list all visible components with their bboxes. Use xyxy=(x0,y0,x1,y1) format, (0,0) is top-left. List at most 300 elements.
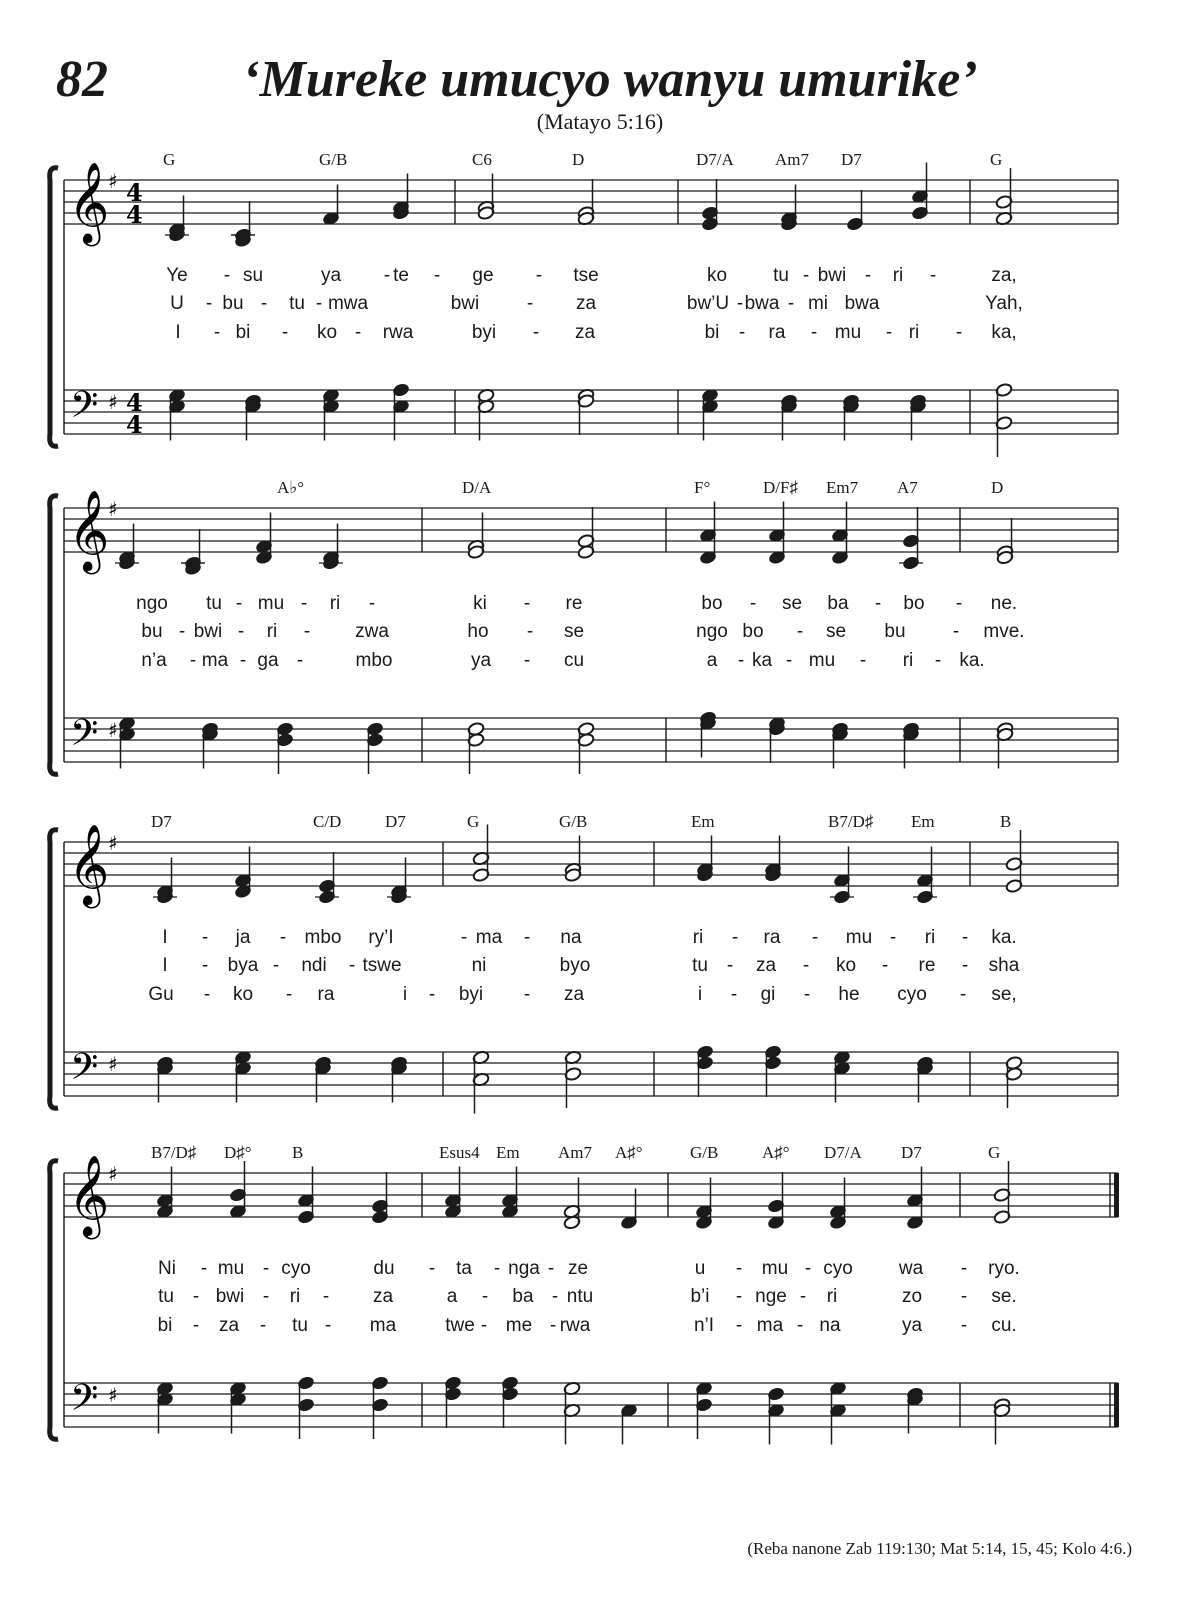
chord-symbol: G xyxy=(988,1143,1001,1162)
lyric-line-verse-1 xyxy=(0,927,1200,955)
lyric-hyphen: - xyxy=(192,1315,200,1336)
lyric-line-verse-1 xyxy=(0,593,1200,621)
lyric-syllable: ka, xyxy=(991,322,1017,343)
lyric-hyphen: - xyxy=(322,1286,330,1307)
lyric-syllable: na xyxy=(819,1315,841,1336)
lyric-syllable: i xyxy=(697,984,703,1005)
lyric-syllable: cu xyxy=(563,650,585,671)
lyric-syllable: ryo. xyxy=(988,1258,1020,1279)
lyric-syllable: bu xyxy=(884,621,906,642)
lyric-hyphen: - xyxy=(239,650,247,671)
lyric-syllable: ri xyxy=(289,1286,301,1307)
lyric-syllable: byi xyxy=(458,984,484,1005)
lyric-syllable: tu xyxy=(158,1286,174,1307)
chord-symbol: Em xyxy=(691,812,715,831)
lyric-hyphen: - xyxy=(889,927,897,948)
lyric-syllable: gi xyxy=(760,984,776,1005)
lyric-syllable: Ni xyxy=(158,1258,176,1279)
lyric-syllable: ko xyxy=(316,322,338,343)
lyric-hyphen: - xyxy=(735,1258,743,1279)
lyric-syllable: ri xyxy=(329,593,341,614)
lyric-syllable: ge xyxy=(472,265,494,286)
lyric-syllable: ja xyxy=(235,927,251,948)
final-bar-thick xyxy=(1114,1383,1119,1427)
lyric-syllable: re xyxy=(918,955,936,976)
lyric-syllable: cyo xyxy=(823,1258,853,1279)
lyric-hyphen: - xyxy=(354,322,362,343)
lyric-syllable: ntu xyxy=(566,1286,594,1307)
lyric-syllable: ka. xyxy=(991,927,1017,948)
lyric-hyphen: - xyxy=(481,1286,489,1307)
lyric-syllable: Yah, xyxy=(985,293,1023,314)
scripture-reference: (Matayo 5:16) xyxy=(536,109,664,134)
lyric-hyphen: - xyxy=(803,984,811,1005)
lyric-syllable: ma xyxy=(756,1315,784,1336)
lyric-hyphen: - xyxy=(433,265,441,286)
lyric-hyphen: - xyxy=(235,593,243,614)
lyric-syllable: ka xyxy=(751,650,773,671)
lyric-hyphen: - xyxy=(736,293,744,314)
chord-symbol: A♯° xyxy=(762,1143,790,1162)
lyric-syllable: b’i xyxy=(690,1286,710,1307)
lyric-line-verse-3 xyxy=(0,650,1200,678)
lyric-syllable: ko xyxy=(835,955,857,976)
chord-symbol: G xyxy=(990,150,1003,169)
chord-symbol: A♯° xyxy=(615,1143,643,1162)
treble-clef-icon: 𝄞 xyxy=(68,161,110,243)
bass-time-signature-top: 4 xyxy=(126,388,143,417)
lyric-syllable: bi xyxy=(157,1315,173,1336)
lyric-line-verse-2 xyxy=(0,621,1200,649)
lyric-syllable: bwi xyxy=(215,1286,245,1307)
lyric-hyphen: - xyxy=(281,322,289,343)
lyric-hyphen: - xyxy=(201,927,209,948)
lyric-syllable: cu. xyxy=(991,1315,1017,1336)
lyric-syllable: I xyxy=(162,955,168,976)
lyric-hyphen: - xyxy=(213,322,221,343)
lyric-syllable: mu xyxy=(257,593,285,614)
lyric-line-verse-3 xyxy=(0,322,1200,350)
lyric-hyphen: - xyxy=(864,265,872,286)
lyric-syllable: su xyxy=(242,265,264,286)
lyric-hyphen: - xyxy=(802,955,810,976)
lyric-hyphen: - xyxy=(955,322,963,343)
lyric-hyphen: - xyxy=(735,1315,743,1336)
lyric-hyphen: - xyxy=(547,1258,555,1279)
lyric-hyphen: - xyxy=(523,650,531,671)
lyric-hyphen: - xyxy=(799,1286,807,1307)
lyric-hyphen: - xyxy=(223,265,231,286)
chord-symbol: D7/A xyxy=(824,1143,862,1162)
system-3 xyxy=(0,812,1200,1142)
lyric-hyphen: - xyxy=(881,955,889,976)
lyric-syllable: a xyxy=(446,1286,458,1307)
lyric-syllable: mve. xyxy=(983,621,1025,642)
lyric-syllable: me xyxy=(505,1315,533,1336)
lyric-syllable: bi xyxy=(235,322,251,343)
lyric-hyphen: - xyxy=(480,1315,488,1336)
lyric-syllable: ri xyxy=(892,265,904,286)
lyric-hyphen: - xyxy=(749,593,757,614)
system-1 xyxy=(0,150,1200,480)
lyric-syllable: ko xyxy=(232,984,254,1005)
chord-symbol: D7 xyxy=(901,1143,922,1162)
lyric-syllable: bwa xyxy=(744,293,780,314)
final-bar-thick xyxy=(1114,1173,1119,1217)
lyric-hyphen: - xyxy=(960,1258,968,1279)
lyric-syllable: ra xyxy=(768,322,786,343)
lyric-line-verse-3 xyxy=(0,984,1200,1012)
chord-symbol: Am7 xyxy=(558,1143,592,1162)
lyric-syllable: tu xyxy=(289,293,305,314)
lyric-hyphen: - xyxy=(493,1258,501,1279)
lyric-syllable: za xyxy=(218,1315,240,1336)
lyric-syllable: bw’U xyxy=(686,293,730,314)
lyric-syllable: ko xyxy=(706,265,728,286)
lyric-hyphen: - xyxy=(324,1315,332,1336)
lyric-syllable: se xyxy=(825,621,847,642)
lyric-hyphen: - xyxy=(804,1258,812,1279)
lyric-syllable: mu xyxy=(845,927,873,948)
lyric-syllable: se xyxy=(563,621,585,642)
lyric-syllable: ho xyxy=(467,621,489,642)
lyric-hyphen: - xyxy=(929,265,937,286)
lyric-syllable: byo xyxy=(559,955,591,976)
key-signature-sharp-icon: ♯ xyxy=(108,497,118,521)
lyric-syllable: za xyxy=(563,984,585,1005)
lyric-syllable: ba xyxy=(512,1286,534,1307)
lyric-hyphen: - xyxy=(810,322,818,343)
key-signature-sharp-icon: ♯ xyxy=(108,1162,118,1186)
chord-symbol: D xyxy=(991,478,1004,497)
key-signature-sharp-icon: ♯ xyxy=(108,1052,118,1076)
lyric-syllable: mu xyxy=(761,1258,789,1279)
chord-symbol: D♯° xyxy=(224,1143,252,1162)
lyric-hyphen: - xyxy=(428,984,436,1005)
lyric-syllable: bu xyxy=(222,293,244,314)
lyric-hyphen: - xyxy=(787,293,795,314)
lyric-syllable: ngo xyxy=(696,621,728,642)
lyric-syllable: rwa xyxy=(559,1315,591,1336)
key-signature-sharp-icon: ♯ xyxy=(108,718,118,742)
lyric-syllable: zwa xyxy=(355,621,389,642)
lyric-syllable: te xyxy=(393,265,409,286)
lyric-hyphen: - xyxy=(960,1315,968,1336)
lyric-hyphen: - xyxy=(428,1258,436,1279)
lyric-syllable: mu xyxy=(808,650,836,671)
lyric-syllable: se, xyxy=(991,984,1017,1005)
hymn-number: 82 xyxy=(56,51,108,108)
lyric-hyphen: - xyxy=(859,650,867,671)
lyric-hyphen: - xyxy=(549,1315,557,1336)
lyric-syllable: ya xyxy=(901,1315,923,1336)
lyric-line-verse-2 xyxy=(0,293,1200,321)
lyric-syllable: bwi xyxy=(450,293,480,314)
lyric-syllable: bwi xyxy=(193,621,223,642)
lyric-hyphen: - xyxy=(262,1286,270,1307)
lyric-line-verse-1 xyxy=(0,1258,1200,1286)
bass-time-signature-bottom: 4 xyxy=(126,410,143,439)
lyric-line-verse-1 xyxy=(0,265,1200,293)
lyric-hyphen: - xyxy=(260,293,268,314)
chord-symbol: G xyxy=(467,812,480,831)
lyric-syllable: n’I xyxy=(693,1315,715,1336)
lyric-syllable: ri xyxy=(902,650,914,671)
chord-symbol: D7/A xyxy=(696,150,734,169)
lyric-syllable: ra xyxy=(317,984,335,1005)
lyric-syllable: mi xyxy=(807,293,829,314)
lyric-syllable: twe xyxy=(445,1315,475,1336)
chord-symbol: D7 xyxy=(151,812,172,831)
lyric-hyphen: - xyxy=(279,927,287,948)
footer-reference: (Reba nanone Zab 119:130; Mat 5:14, 15, 45; Kolo 4:6.) xyxy=(747,1539,1132,1558)
lyric-syllable: za xyxy=(575,293,597,314)
lyric-syllable: ry’I xyxy=(368,927,394,948)
lyric-hyphen: - xyxy=(272,955,280,976)
lyric-hyphen: - xyxy=(874,593,882,614)
chord-symbol: G/B xyxy=(319,150,348,169)
lyric-hyphen: - xyxy=(960,1286,968,1307)
lyric-syllable: ngo xyxy=(136,593,168,614)
lyric-syllable: ri xyxy=(826,1286,838,1307)
system-2 xyxy=(0,478,1200,808)
lyric-hyphen: - xyxy=(959,984,967,1005)
lyric-syllable: mbo xyxy=(304,927,342,948)
lyric-hyphen: - xyxy=(460,927,468,948)
lyric-hyphen: - xyxy=(796,1315,804,1336)
lyric-hyphen: - xyxy=(737,650,745,671)
chord-symbol: C/D xyxy=(313,812,342,831)
lyric-syllable: mu xyxy=(217,1258,245,1279)
lyric-syllable: tswe xyxy=(362,955,402,976)
lyric-hyphen: - xyxy=(802,265,810,286)
lyric-syllable: se. xyxy=(991,1286,1017,1307)
lyric-syllable: tu xyxy=(206,593,222,614)
lyric-hyphen: - xyxy=(348,955,356,976)
lyric-hyphen: - xyxy=(285,984,293,1005)
lyric-hyphen: - xyxy=(201,955,209,976)
lyric-syllable: ya xyxy=(320,265,342,286)
chord-symbol: G xyxy=(163,150,176,169)
lyric-syllable: n’a xyxy=(141,650,167,671)
lyric-syllable: U xyxy=(170,293,184,314)
lyric-hyphen: - xyxy=(785,650,793,671)
chord-symbol: Em xyxy=(496,1143,520,1162)
lyric-syllable: ma xyxy=(475,927,503,948)
lyric-syllable: nga xyxy=(508,1258,540,1279)
treble-time-signature-bottom: 4 xyxy=(126,200,143,229)
lyric-hyphen: - xyxy=(368,593,376,614)
lyric-hyphen: - xyxy=(885,322,893,343)
lyric-syllable: ma xyxy=(369,1315,397,1336)
lyric-hyphen: - xyxy=(315,293,323,314)
lyric-syllable: ya xyxy=(470,650,492,671)
key-signature-sharp-icon: ♯ xyxy=(108,390,118,414)
lyric-syllable: I xyxy=(175,322,181,343)
lyric-syllable: tu xyxy=(773,265,789,286)
lyric-hyphen: - xyxy=(523,593,531,614)
lyric-syllable: za xyxy=(574,322,596,343)
lyric-hyphen: - xyxy=(200,1258,208,1279)
chord-symbol: A7 xyxy=(897,478,918,497)
lyric-syllable: ri xyxy=(924,927,936,948)
key-signature-sharp-icon: ♯ xyxy=(108,169,118,193)
lyric-syllable: ga xyxy=(257,650,279,671)
chord-symbol: C6 xyxy=(472,150,492,169)
chord-symbol: B xyxy=(292,1143,304,1162)
system-4 xyxy=(0,1143,1200,1473)
lyric-syllable: na xyxy=(560,927,582,948)
lyric-hyphen: - xyxy=(735,1286,743,1307)
lyric-syllable: tu xyxy=(292,1315,308,1336)
lyric-hyphen: - xyxy=(526,293,534,314)
lyric-syllable: ne. xyxy=(990,593,1018,614)
lyric-syllable: I xyxy=(162,927,168,948)
chord-symbol: G/B xyxy=(690,1143,719,1162)
lyric-syllable: mbo xyxy=(355,650,393,671)
lyric-syllable: tse xyxy=(573,265,599,286)
chord-symbol: D xyxy=(572,150,585,169)
lyric-syllable: bwi xyxy=(817,265,847,286)
lyric-hyphen: - xyxy=(551,1286,559,1307)
lyric-hyphen: - xyxy=(237,621,245,642)
lyric-hyphen: - xyxy=(532,322,540,343)
lyric-syllable: ki xyxy=(473,593,487,614)
lyric-syllable: ma xyxy=(201,650,229,671)
lyric-hyphen: - xyxy=(203,984,211,1005)
lyric-syllable: ra xyxy=(763,927,781,948)
lyric-syllable: mwa xyxy=(327,293,369,314)
lyric-syllable: za xyxy=(372,1286,394,1307)
lyric-hyphen: - xyxy=(955,593,963,614)
lyric-syllable: mu xyxy=(834,322,862,343)
chord-symbol: Em7 xyxy=(826,478,859,497)
treble-time-signature-top: 4 xyxy=(126,178,143,207)
chord-symbol: B7/D♯ xyxy=(151,1143,197,1162)
key-signature-sharp-icon: ♯ xyxy=(108,831,118,855)
lyric-hyphen: - xyxy=(192,1286,200,1307)
lyric-syllable: bu xyxy=(141,621,163,642)
lyric-syllable: bo xyxy=(742,621,764,642)
chord-symbol: Esus4 xyxy=(439,1143,480,1162)
lyric-syllable: zo xyxy=(901,1286,923,1307)
lyric-hyphen: - xyxy=(262,1258,270,1279)
lyric-line-verse-3 xyxy=(0,1315,1200,1343)
lyric-hyphen: - xyxy=(796,621,804,642)
hymn-title: ‘Mureke umucyo wanyu umurike’ xyxy=(242,51,978,108)
treble-clef-icon: 𝄞 xyxy=(68,1154,110,1236)
treble-clef-icon: 𝄞 xyxy=(68,823,110,905)
lyric-hyphen: - xyxy=(523,984,531,1005)
bass-clef-icon: 𝄢 xyxy=(70,1046,99,1097)
lyric-hyphen: - xyxy=(738,322,746,343)
lyric-syllable: ni xyxy=(471,955,487,976)
lyric-syllable: Ye xyxy=(166,265,188,286)
lyric-hyphen: - xyxy=(178,621,186,642)
lyric-syllable: za xyxy=(755,955,777,976)
lyric-syllable: cyo xyxy=(281,1258,311,1279)
lyric-syllable: sha xyxy=(988,955,1020,976)
lyric-syllable: a xyxy=(706,650,718,671)
lyric-syllable: bwa xyxy=(844,293,880,314)
treble-clef-icon: 𝄞 xyxy=(68,489,110,571)
lyric-hyphen: - xyxy=(296,650,304,671)
lyric-syllable: nge xyxy=(755,1286,787,1307)
lyric-syllable: ri xyxy=(692,927,704,948)
chord-symbol: A♭° xyxy=(277,478,305,497)
chord-symbol: D7 xyxy=(841,150,862,169)
lyric-syllable: u xyxy=(694,1258,706,1279)
lyric-syllable: ri xyxy=(266,621,278,642)
lyric-line-verse-2 xyxy=(0,955,1200,983)
lyric-hyphen: - xyxy=(811,927,819,948)
lyric-syllable: i xyxy=(402,984,408,1005)
lyric-syllable: ta xyxy=(456,1258,472,1279)
lyric-hyphen: - xyxy=(535,265,543,286)
chord-symbol: D/F♯ xyxy=(763,478,798,497)
lyric-syllable: bya xyxy=(227,955,259,976)
lyric-hyphen: - xyxy=(205,293,213,314)
lyric-line-verse-2 xyxy=(0,1286,1200,1314)
lyric-syllable: re xyxy=(565,593,583,614)
lyric-syllable: ze xyxy=(567,1258,589,1279)
lyric-hyphen: - xyxy=(730,984,738,1005)
lyric-syllable: wa xyxy=(898,1258,924,1279)
bass-clef-icon: 𝄢 xyxy=(70,1377,99,1428)
lyric-syllable: he xyxy=(838,984,860,1005)
lyric-syllable: se xyxy=(781,593,803,614)
lyric-syllable: ka. xyxy=(959,650,985,671)
chord-symbol: Em xyxy=(911,812,935,831)
lyric-hyphen: - xyxy=(952,621,960,642)
chord-symbol: Am7 xyxy=(775,150,809,169)
lyric-hyphen: - xyxy=(961,955,969,976)
lyric-syllable: bo xyxy=(701,593,723,614)
lyric-syllable: rwa xyxy=(382,322,414,343)
lyric-syllable: ba xyxy=(827,593,849,614)
lyric-syllable: ri xyxy=(908,322,920,343)
chord-symbol: B7/D♯ xyxy=(828,812,874,831)
chord-symbol: F° xyxy=(694,478,711,497)
lyric-hyphen: - xyxy=(961,927,969,948)
lyric-syllable: du xyxy=(373,1258,395,1279)
lyric-syllable: ndi xyxy=(301,955,327,976)
lyric-hyphen: - xyxy=(259,1315,267,1336)
bass-clef-icon: 𝄢 xyxy=(70,712,99,763)
chord-symbol: D/A xyxy=(462,478,492,497)
lyric-hyphen: - xyxy=(526,621,534,642)
lyric-syllable: tu xyxy=(692,955,708,976)
lyric-syllable: bo xyxy=(903,593,925,614)
lyric-syllable: Gu xyxy=(148,984,174,1005)
lyric-hyphen: - xyxy=(726,955,734,976)
bass-clef-icon: 𝄢 xyxy=(70,384,99,435)
chord-symbol: D7 xyxy=(385,812,406,831)
chord-symbol: G/B xyxy=(559,812,588,831)
lyric-hyphen: - xyxy=(934,650,942,671)
lyric-syllable: za, xyxy=(991,265,1017,286)
chord-symbol: B xyxy=(1000,812,1012,831)
lyric-hyphen: - xyxy=(303,621,311,642)
lyric-hyphen: - xyxy=(383,265,391,286)
lyric-hyphen: - xyxy=(731,927,739,948)
lyric-hyphen: - xyxy=(189,650,197,671)
lyric-syllable: cyo xyxy=(897,984,927,1005)
lyric-hyphen: - xyxy=(300,593,308,614)
lyric-hyphen: - xyxy=(523,927,531,948)
lyric-syllable: bi xyxy=(704,322,720,343)
key-signature-sharp-icon: ♯ xyxy=(108,1383,118,1407)
